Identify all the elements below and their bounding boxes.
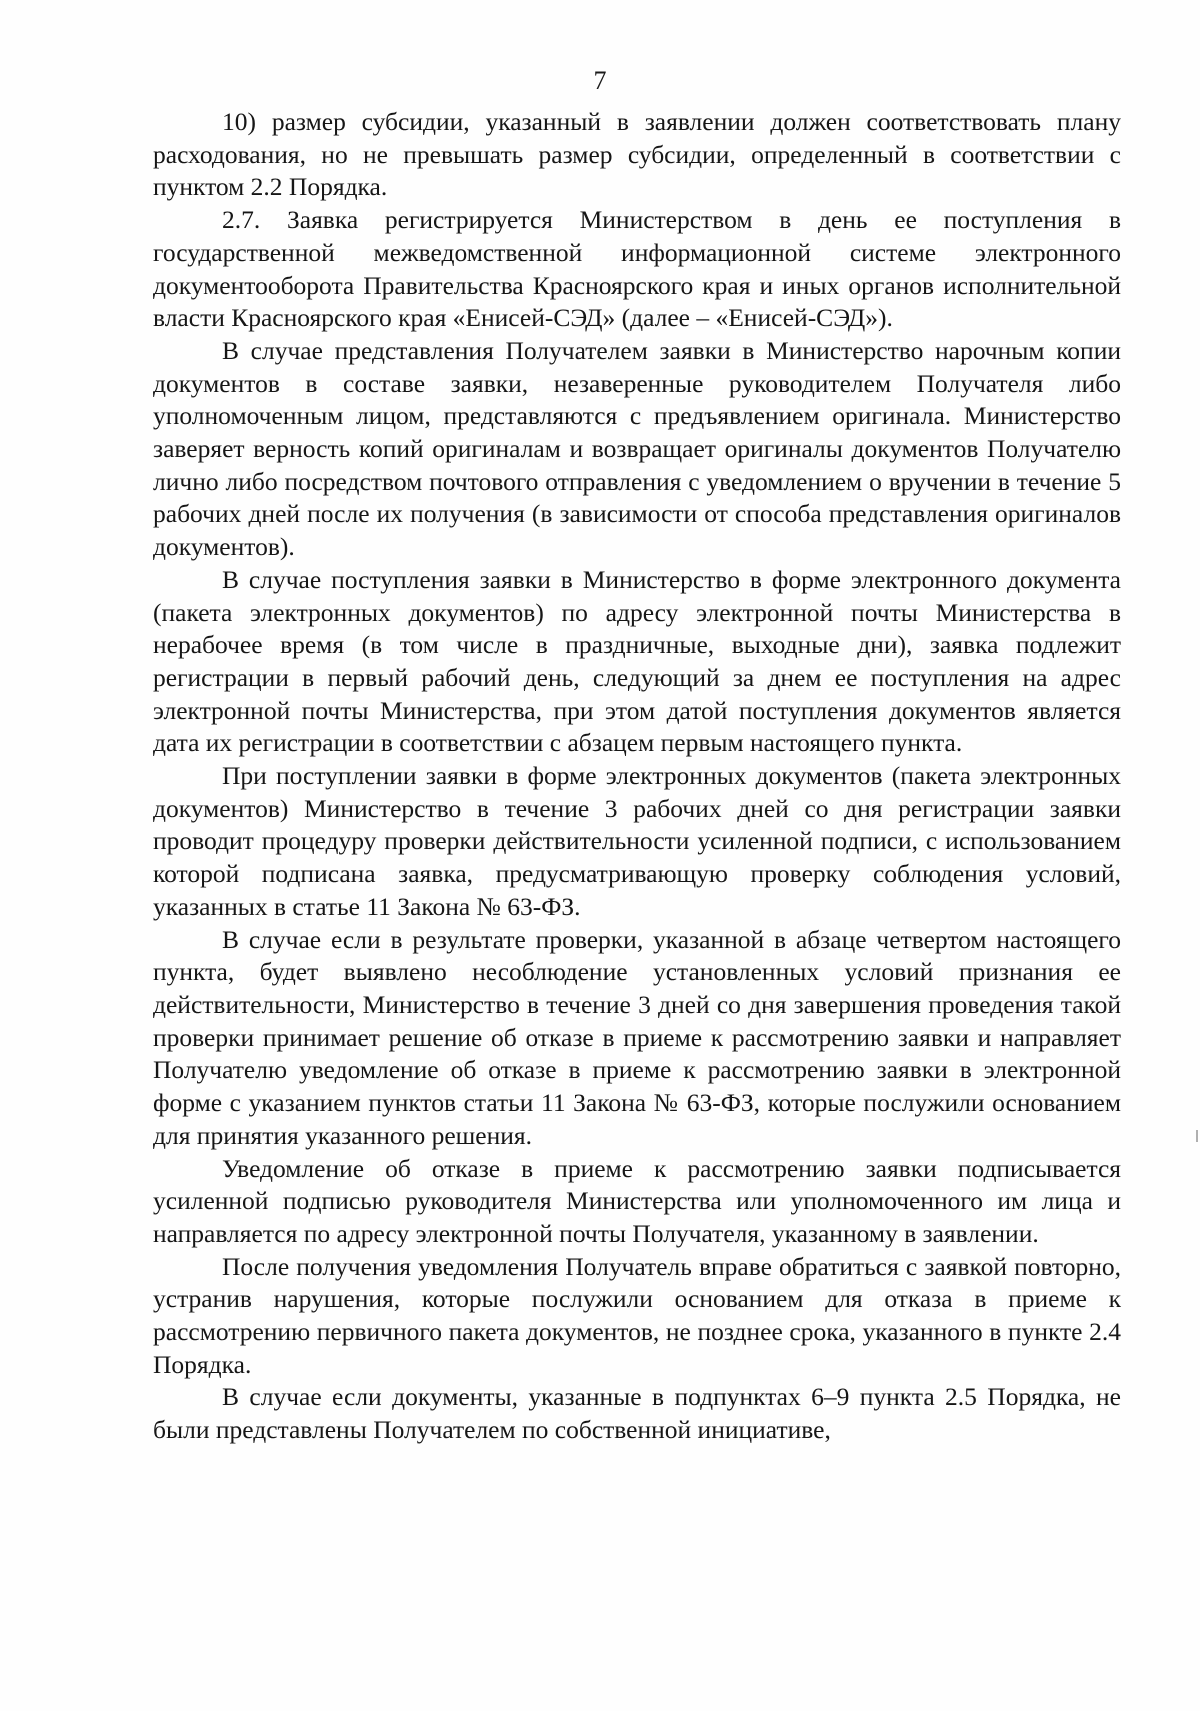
- paragraph-item-10: 10) размер субсидии, указанный в заявлении должен соответствовать плану расходования, но не превышать размер субсидии, определенный в соответствии с пунктом 2.2 Порядка.: [153, 107, 1121, 202]
- paragraph-documents-not-submitted: В случае если документы, указанные в подпунктах 6–9 пункта 2.5 Порядка, не были представлены Получателем по собственной инициативе,: [153, 1382, 1121, 1445]
- paragraph-signature-verification: При поступлении заявки в форме электронных документов (пакета электронных документов) Министерство в течение 3 рабочих дней со дня регистрации заявки проводит процедуру проверки действительности усиленной подписи, с использованием которой подписана заявка, предусматривающую проверку соблюдения условий, указанных в статье 11 Закона № 63-ФЗ.: [153, 761, 1121, 921]
- document-body: [153, 106, 1121, 1447]
- paragraph-refusal-notice: Уведомление об отказе в приеме к рассмотрению заявки подписывается усиленной подписью руководителя Министерства или уполномоченного им лица и направляется по адресу электронной почты Получателя, указанному в заявлении.: [153, 1153, 1121, 1248]
- scan-artifact-mark: [1196, 1130, 1198, 1142]
- paragraph-refusal-decision: В случае если в результате проверки, указанной в абзаце четвертом настоящего пункта, будет выявлено несоблюдение установленных условий признания ее действительности, Министерство в течение 3 дней со дня завершения проведения такой проверки принимает решение об отказе в приеме к рассмотрению заявки и направляет Получателю уведомление об отказе в приеме к рассмотрению заявки в электронной форме с указанием пунктов статьи 11 Закона № 63-ФЗ, которые послужили основанием для принятия указанного решения.: [153, 924, 1121, 1150]
- paragraph-hand-delivery: В случае представления Получателем заявки в Министерство нарочным копии документов в составе заявки, незаверенные руководителем Получателя либо уполномоченным лицом, представляются с предъявлением оригинала. Министерство заверяет верность копий оригиналам и возвращает оригиналы документов Получателю лично либо посредством почтового отправления с уведомлением о вручении в течение 5 рабочих дней после их получения (в зависимости от способа представления оригиналов документов).: [153, 335, 1121, 562]
- paragraph-2-7: 2.7. Заявка регистрируется Министерством в день ее поступления в государственной межведомственной информационной системе электронного документооборота Правительства Красноярского края и иных органов исполнительной власти Красноярского края «Енисей-СЭД» (далее – «Енисей-СЭД»).: [153, 205, 1121, 333]
- paragraph-resubmission: После получения уведомления Получатель вправе обратиться с заявкой повторно, устранив нарушения, которые послужили основанием для отказа в приеме к рассмотрению первичного пакета документов, не позднее срока, указанного в пункте 2.4 Порядка.: [153, 1251, 1121, 1379]
- paragraph-electronic-nonworking-time: В случае поступления заявки в Министерство в форме электронного документа (пакета электронных документов) по адресу электронной почты Министерства в нерабочее время (в том числе в праздничные, выходные дни), заявка подлежит регистрации в первый рабочий день, следующий за днем ее поступления на адрес электронной почты Министерства, при этом датой поступления документов является дата их регистрации в соответствии с абзацем первым настоящего пункта.: [153, 564, 1121, 758]
- page-number: 7: [593, 66, 607, 95]
